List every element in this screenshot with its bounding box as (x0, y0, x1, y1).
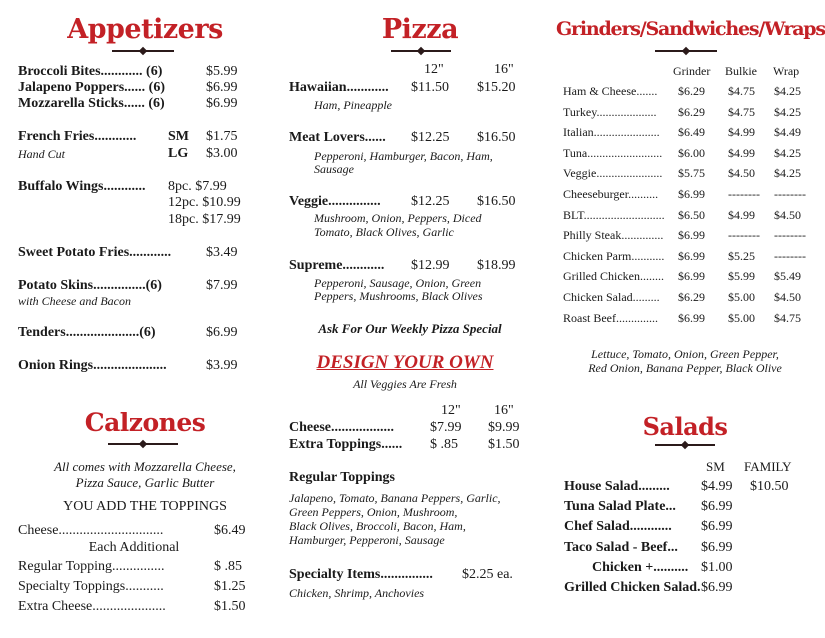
grinders-divider (655, 50, 717, 52)
column-header-bulkie: Bulkie (725, 64, 757, 78)
menu-item-price: $1.50 (488, 437, 520, 452)
appetizers-heading: Appetizers (67, 14, 223, 45)
menu-item-price: $5.99 (206, 64, 238, 79)
grinder-price: $6.49 (678, 125, 705, 140)
menu-item-price: $6.99 (206, 325, 238, 340)
bulkie-price: $5.00 (728, 290, 755, 304)
calzone-description: Pizza Sauce, Garlic Butter (75, 475, 215, 490)
size-label: LG (168, 146, 189, 161)
column-header-grinder: Grinder (673, 64, 711, 78)
sandwich-name: Tuna......................... (563, 145, 663, 160)
sandwich-name: Ham & Cheese....... (563, 84, 658, 98)
grinder-price: $6.29 (678, 290, 705, 304)
sandwich-name: Turkey.................... (563, 104, 657, 119)
size-label: SM (168, 129, 189, 144)
menu-item-price: $16.50 (477, 130, 516, 145)
menu-item-note: Ham, Pineapple (314, 98, 392, 112)
sandwich-name: Roast Beef.............. (563, 310, 658, 325)
menu-item-price: $15.20 (477, 80, 516, 95)
menu-item-price: $12.25 (411, 130, 450, 145)
grinder-price: $6.99 (678, 310, 705, 325)
calzone-subheading: YOU ADD THE TOPPINGS (63, 499, 227, 514)
menu-item-name: Onion Rings..................... (18, 358, 167, 373)
menu-item-name: Sweet Potato Fries............ (18, 245, 172, 260)
column-header-sm: SM (706, 459, 725, 474)
menu-item-price: 18pc. $17.99 (168, 212, 241, 227)
menu-item-note: Tomato, Black Olives, Garlic (314, 225, 454, 239)
sandwich-name: Veggie...................... (563, 166, 663, 181)
menu-item-note: Mushroom, Onion, Peppers, Diced (314, 211, 482, 225)
bulkie-price: $4.75 (728, 84, 755, 98)
sandwich-name: Grilled Chicken........ (563, 269, 664, 284)
salad-name: Chef Salad............ (564, 519, 672, 535)
weekly-special-banner: Ask For Our Weekly Pizza Special (318, 321, 502, 336)
bulkie-price: $4.50 (728, 166, 755, 181)
grinder-price: $6.29 (678, 84, 705, 98)
menu-item-price: $7.99 (430, 420, 462, 435)
pizza-heading: Pizza (381, 14, 459, 45)
sandwich-name: Chicken Parm........... (563, 248, 665, 263)
menu-item-price: $11.50 (411, 80, 449, 95)
wrap-price: -------- (774, 187, 806, 201)
menu-item-name: Cheese.................. (289, 420, 394, 435)
regular-toppings-heading: Regular Toppings (289, 470, 395, 485)
menu-item-price: $6.99 (206, 96, 238, 111)
grinder-price: $6.00 (678, 145, 705, 160)
wrap-price: $4.25 (774, 166, 801, 181)
menu-item-price: $6.49 (214, 523, 246, 538)
menu-item-price: 12pc. $10.99 (168, 195, 241, 210)
salad-sm-price: $6.99 (701, 580, 733, 595)
salad-name: Grilled Chicken Salad. (564, 580, 701, 595)
wrap-price: $4.25 (774, 84, 801, 98)
sandwich-name: Philly Steak.............. (563, 228, 664, 243)
menu-item-price: $16.50 (477, 194, 516, 209)
grinder-price: $5.75 (678, 166, 705, 181)
menu-item-name: Tenders.....................(6) (18, 325, 156, 340)
menu-item-name: Extra Toppings...... (289, 437, 403, 452)
menu-item-price: $ .85 (214, 559, 242, 574)
sandwich-name: BLT........................... (563, 207, 665, 222)
sandwich-name: Cheeseburger.......... (563, 187, 659, 201)
menu-item-name: Specialty Toppings........... (18, 579, 164, 594)
pizza-divider (391, 50, 451, 52)
menu-item-note: Hand Cut (18, 147, 66, 161)
calzone-each-additional: Each Additional (88, 540, 180, 555)
menu-item-note: Pepperoni, Sausage, Onion, Green (314, 276, 482, 290)
menu-item-price: $ .85 (430, 437, 458, 452)
topping-list: Hamburger, Pepperoni, Sausage (289, 533, 445, 547)
salad-sm-price: $4.99 (701, 479, 733, 494)
menu-item-note: with Cheese and Bacon (18, 294, 131, 308)
bulkie-price: $4.99 (728, 207, 755, 222)
salad-sm-price: $6.99 (701, 539, 733, 555)
salads-divider (655, 444, 715, 446)
wrap-price: $4.25 (774, 104, 801, 119)
menu-item-price: $1.75 (206, 129, 238, 144)
salads-heading: Salads (642, 412, 728, 441)
menu-item-name: Mozzarella Sticks...... (6) (18, 96, 165, 111)
size-header-16: 16" (494, 403, 514, 418)
salad-family-price: $10.50 (750, 479, 789, 494)
menu-item-name: Cheese.............................. (18, 523, 164, 538)
menu-item-price: $1.50 (214, 599, 246, 614)
wrap-price: $5.49 (774, 269, 801, 284)
menu-item-price: $12.25 (411, 194, 450, 209)
grinder-price: $6.99 (678, 269, 705, 284)
bulkie-price: $5.99 (728, 269, 755, 284)
bulkie-price: $4.75 (728, 104, 755, 119)
grinders-toppings-note: Lettuce, Tomato, Onion, Green Pepper, (591, 347, 779, 361)
menu-item-name: Veggie............... (289, 194, 381, 209)
menu-item-name: Extra Cheese..................... (18, 599, 166, 614)
topping-list: Green Peppers, Onion, Mushroom, (289, 505, 458, 519)
design-your-own-subtitle: All Veggies Are Fresh (353, 377, 457, 391)
menu-item-price: $3.99 (206, 358, 238, 373)
size-header-12: 12" (424, 62, 444, 77)
wrap-price: $4.49 (774, 125, 801, 140)
bulkie-price: $5.25 (728, 248, 755, 263)
menu-item-price: $7.99 (206, 278, 238, 293)
salad-sm-price: $6.99 (701, 519, 733, 535)
grinder-price: $6.99 (678, 248, 705, 263)
menu-item-name: Supreme............ (289, 258, 385, 273)
menu-item-name: Hawaiian............ (289, 80, 389, 95)
wrap-price: -------- (774, 248, 806, 263)
size-header-12: 12" (441, 403, 461, 418)
salad-name: Taco Salad - Beef... (564, 539, 678, 555)
wrap-price: $4.25 (774, 145, 801, 160)
menu-item-price: $1.25 (214, 579, 246, 594)
grinder-price: $6.50 (678, 207, 705, 222)
menu-item-note: Sausage (314, 162, 354, 176)
topping-list: Jalapeno, Tomato, Banana Peppers, Garlic, (289, 491, 501, 505)
menu-item-price: $9.99 (488, 420, 520, 435)
topping-list: Black Olives, Broccoli, Bacon, Ham, (289, 519, 466, 533)
menu-item-name: Regular Topping............... (18, 559, 165, 574)
menu-item-name: Jalapeno Poppers...... (6) (18, 80, 165, 95)
salad-name: Tuna Salad Plate... (564, 499, 676, 515)
size-header-16: 16" (494, 62, 514, 77)
menu-item-price: $3.00 (206, 146, 238, 161)
grinder-price: $6.99 (678, 187, 705, 201)
wrap-price: $4.50 (774, 290, 801, 304)
menu-item-name: Broccoli Bites............ (6) (18, 64, 163, 79)
wrap-price: $4.50 (774, 207, 801, 222)
menu-item-note: Peppers, Mushrooms, Black Olives (314, 289, 483, 303)
grinders-heading: Grinders/Sandwiches/Wraps (556, 18, 825, 40)
grinder-price: $6.29 (678, 104, 705, 119)
column-header-family: FAMILY (744, 459, 792, 474)
sandwich-name: Chicken Salad......... (563, 290, 660, 304)
bulkie-price: $5.00 (728, 310, 755, 325)
salad-name: House Salad......... (564, 479, 670, 494)
salad-sm-price: $1.00 (701, 559, 733, 575)
salad-sm-price: $6.99 (701, 499, 733, 515)
appetizers-divider (112, 50, 174, 52)
calzone-description: All comes with Mozzarella Cheese, (54, 459, 236, 474)
menu-item-name: French Fries............ (18, 129, 137, 144)
menu-item-name: Meat Lovers...... (289, 130, 386, 145)
menu-item-price: $12.99 (411, 258, 450, 273)
salad-name: Chicken +.......... (592, 559, 689, 575)
bulkie-price: $4.99 (728, 145, 755, 160)
calzones-heading: Calzones (84, 408, 206, 437)
sandwich-name: Italian...................... (563, 125, 660, 140)
menu-item-name: Buffalo Wings............ (18, 179, 146, 194)
menu-item-price: $18.99 (477, 258, 516, 273)
topping-list: Chicken, Shrimp, Anchovies (289, 586, 425, 600)
design-your-own-heading: DESIGN YOUR OWN (316, 352, 494, 373)
menu-item-name: Specialty Items............... (289, 567, 433, 582)
grinders-toppings-note: Red Onion, Banana Pepper, Black Olive (588, 361, 782, 375)
menu-item-note: Pepperoni, Hamburger, Bacon, Ham, (314, 149, 493, 163)
bulkie-price: -------- (728, 187, 760, 201)
wrap-price: $4.75 (774, 310, 801, 325)
bulkie-price: $4.99 (728, 125, 755, 140)
calzones-divider (108, 443, 178, 445)
grinder-price: $6.99 (678, 228, 705, 243)
bulkie-price: -------- (728, 228, 760, 243)
menu-item-name: Potato Skins...............(6) (18, 278, 162, 293)
column-header-wrap: Wrap (773, 64, 800, 78)
menu-item-price: $6.99 (206, 80, 238, 95)
menu-item-price: 8pc. $7.99 (168, 179, 227, 194)
menu-item-price: $3.49 (206, 245, 238, 260)
menu-item-price: $2.25 ea. (462, 567, 513, 582)
wrap-price: -------- (774, 228, 806, 243)
